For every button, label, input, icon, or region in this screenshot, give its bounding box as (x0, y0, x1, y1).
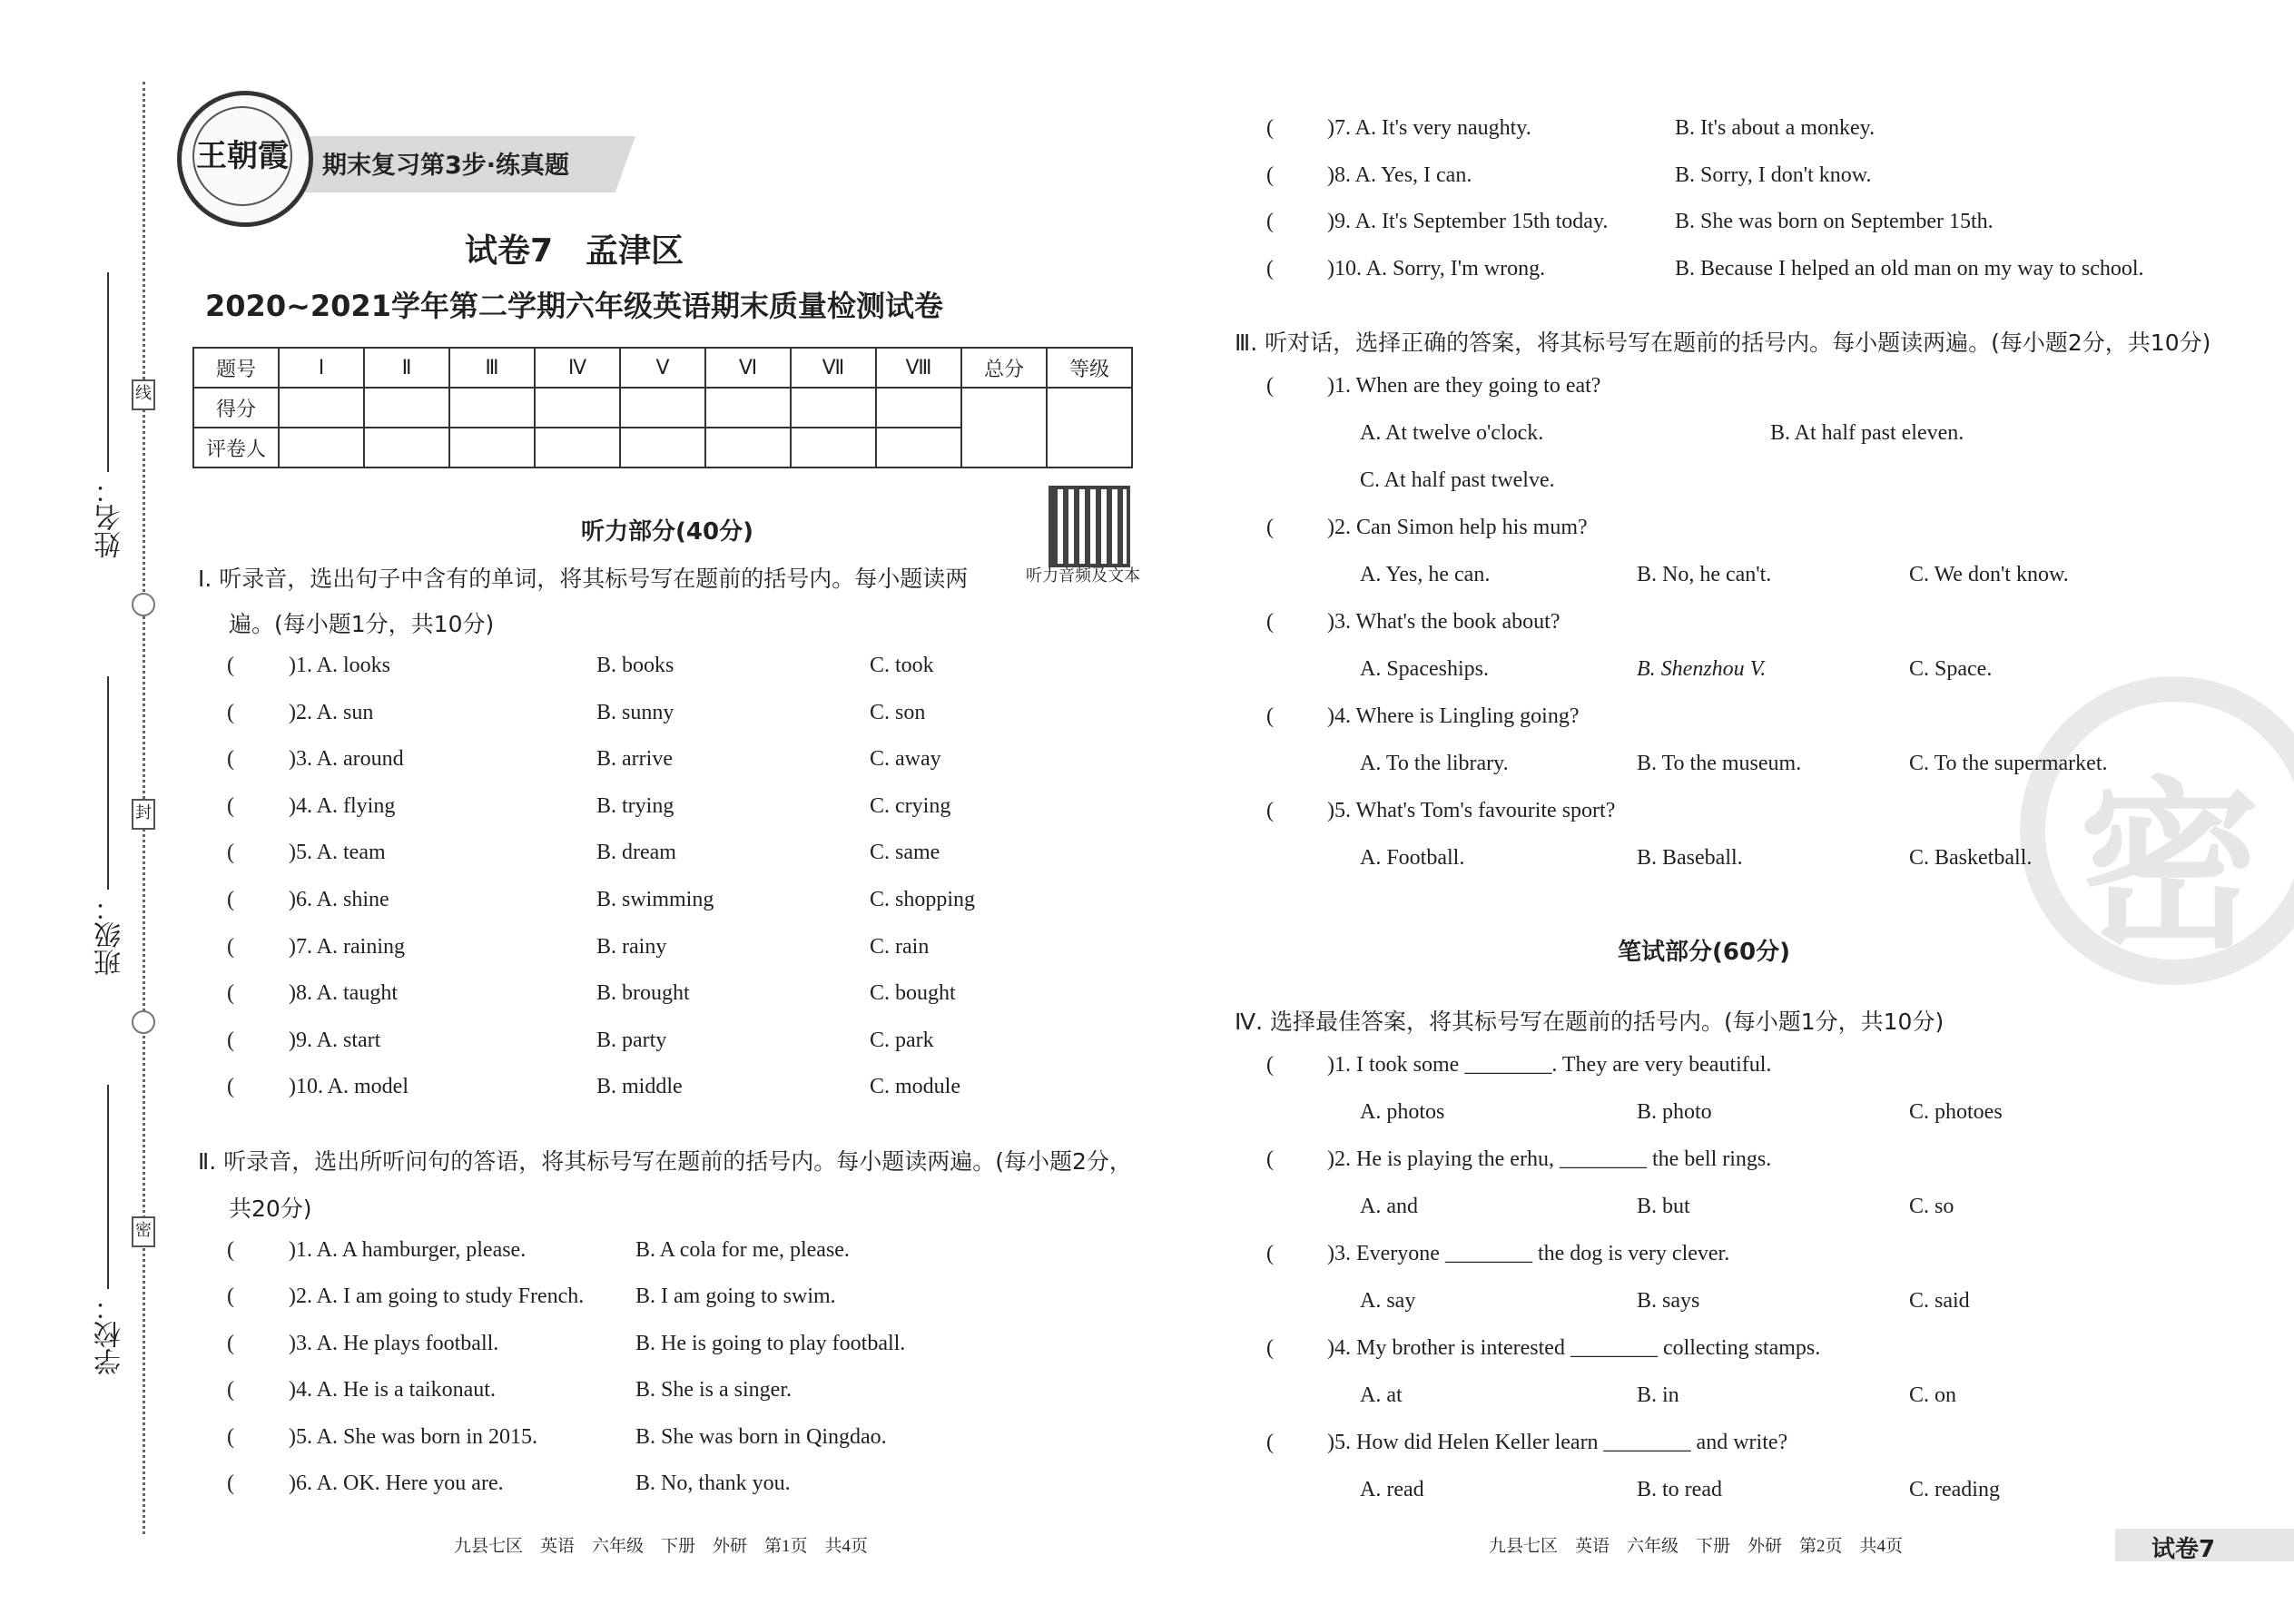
score-header: 题号 (193, 348, 279, 388)
option-a: )4. A. He is a taikonaut. (289, 1378, 496, 1403)
option-b: B. rainy (596, 934, 667, 959)
option-a: )8. A. taught (289, 981, 398, 1006)
option-b: B. arrive (596, 747, 673, 772)
score-table (192, 347, 1133, 468)
qr-caption: 听力音频及文本 (1026, 566, 1140, 586)
answer-paren[interactable]: ( (227, 934, 234, 959)
option-b: B. swimming (596, 888, 714, 911)
answer-paren[interactable]: ( (1266, 1431, 1274, 1454)
answer-paren[interactable]: ( (1266, 516, 1274, 539)
brand-logo (177, 91, 313, 227)
option-a: )8. A. Yes, I can. (1327, 162, 1472, 187)
section-3-instruction: Ⅲ. 听对话，选择正确的答案，将其标号写在题前的括号内。每小题读两遍。(每小题2分，共10分) (1235, 330, 2211, 356)
option-c: C. We don't know. (1909, 563, 2069, 586)
option-a: )9. A. It's September 15th today. (1327, 210, 1609, 234)
option-b: B. Sorry, I don't know. (1675, 162, 1872, 187)
option-b: B. To the museum. (1637, 752, 1802, 775)
binding-ring-1 (132, 593, 155, 616)
brand-logo-text: 王朝霞 (192, 106, 292, 206)
class-label: 班级： (94, 894, 126, 976)
question-text: )4. Where is Lingling going? (1327, 704, 1580, 728)
option-b: B. trying (596, 793, 674, 818)
option-a: )2. A. sun (289, 700, 374, 724)
answer-paren[interactable]: ( (1266, 1147, 1274, 1171)
score-cell[interactable] (449, 388, 535, 428)
option-c: C. crying (870, 793, 951, 818)
option-b: B. No, he can't. (1637, 563, 1772, 586)
score-header: Ⅴ (620, 348, 705, 388)
option-a: A. read (1360, 1478, 1424, 1501)
option-c: C. on (1909, 1383, 1957, 1407)
option-a: )1. A. A hamburger, please. (289, 1238, 527, 1262)
answer-paren[interactable]: ( (1266, 1336, 1274, 1360)
option-b: B. books (596, 654, 674, 677)
question-text: )2. Can Simon help his mum? (1327, 516, 1588, 539)
school-blank (107, 1085, 109, 1289)
answer-paren[interactable]: ( (227, 1331, 234, 1355)
section-2-instruction-cont: 共20分) (229, 1196, 312, 1222)
answer-paren[interactable]: ( (227, 747, 234, 772)
question-text: )5. How did Helen Keller learn ________ and write? (1327, 1431, 1788, 1454)
option-a: )3. A. around (289, 747, 404, 772)
option-b: B. He is going to play football. (635, 1331, 906, 1355)
seal-char-seal: 封 (132, 799, 155, 830)
score-cell[interactable] (535, 388, 620, 428)
option-b: B. Because I helped an old man on my way to school. (1675, 256, 2144, 281)
section-1-instruction: Ⅰ. 听录音，选出句子中含有的单词，将其标号写在题前的括号内。每小题读两 (198, 566, 969, 592)
question-text: )1. When are they going to eat? (1327, 374, 1601, 398)
option-b: B. brought (596, 981, 690, 1006)
answer-paren[interactable]: ( (227, 841, 234, 865)
option-b: B. middle (596, 1075, 683, 1099)
answer-paren[interactable]: ( (227, 1075, 234, 1099)
school-label: 学校： (94, 1294, 126, 1375)
answer-paren[interactable]: ( (1266, 1242, 1274, 1265)
answer-paren[interactable]: ( (1266, 1053, 1274, 1077)
option-b: B. She was born on September 15th. (1675, 210, 1994, 234)
score-cell[interactable] (279, 388, 364, 428)
score-cell[interactable] (705, 388, 791, 428)
answer-paren[interactable]: ( (227, 888, 234, 911)
option-a: A. Football. (1360, 846, 1465, 870)
option-a: )10. A. Sorry, I'm wrong. (1327, 256, 1546, 281)
option-c: C. son (870, 700, 926, 724)
answer-paren[interactable]: ( (1266, 116, 1274, 140)
answer-paren[interactable]: ( (227, 1471, 234, 1495)
score-cell[interactable] (876, 388, 961, 428)
option-a: A. at (1360, 1383, 1403, 1407)
answer-paren[interactable]: ( (1266, 704, 1274, 728)
option-c: C. At half past twelve. (1360, 468, 1555, 492)
exam-subtitle: 2020~2021学年第二学期六年级英语期末质量检测试卷 (205, 289, 943, 323)
option-c: C. same (870, 841, 940, 865)
option-a: )6. A. OK. Here you are. (289, 1471, 504, 1495)
answer-paren[interactable]: ( (227, 793, 234, 818)
grader-cell[interactable] (791, 428, 876, 468)
section-2-instruction: Ⅱ. 听录音，选出所听问句的答语，将其标号写在题前的括号内。每小题读两遍。(每小题2分， (198, 1148, 1132, 1175)
score-header: 等级 (1047, 348, 1132, 388)
grader-cell[interactable] (876, 428, 961, 468)
seal-char-line: 线 (132, 379, 155, 410)
option-c: C. Basketball. (1909, 846, 2033, 870)
binding-ring-2 (132, 1010, 155, 1034)
option-b: B. to read (1637, 1478, 1722, 1501)
score-header: Ⅶ (791, 348, 876, 388)
option-b: B. She is a singer. (635, 1378, 792, 1403)
question-text: )3. Everyone ________ the dog is very clever. (1327, 1242, 1730, 1265)
answer-paren[interactable]: ( (227, 1284, 234, 1309)
option-c: C. rain (870, 934, 930, 959)
option-b: B. It's about a monkey. (1675, 116, 1876, 140)
option-a: A. Spaceships. (1360, 657, 1489, 681)
score-header: Ⅵ (705, 348, 791, 388)
score-header: Ⅳ (535, 348, 620, 388)
question-text: )1. I took some ________. They are very beautiful. (1327, 1053, 1772, 1077)
option-a: A. To the library. (1360, 752, 1509, 775)
question-text: )4. My brother is interested ________ collecting stamps. (1327, 1336, 1821, 1360)
class-blank (107, 676, 109, 890)
option-a: )6. A. shine (289, 888, 389, 911)
answer-paren[interactable]: ( (227, 1028, 234, 1052)
option-a: A. and (1360, 1195, 1418, 1218)
grader-cell[interactable] (620, 428, 705, 468)
exam-tag: 试卷7 (2151, 1536, 2216, 1563)
score-header: Ⅷ (876, 348, 961, 388)
grader-row-label: 评卷人 (193, 428, 279, 468)
option-b: B. Shenzhou V. (1637, 657, 1767, 681)
question-text: )2. He is playing the erhu, ________ the bell rings. (1327, 1147, 1772, 1171)
grader-cell[interactable] (279, 428, 364, 468)
qr-code[interactable] (1049, 486, 1130, 567)
option-b: B. says (1637, 1289, 1700, 1313)
option-a: A. At twelve o'clock. (1360, 421, 1544, 445)
grader-cell[interactable] (364, 428, 449, 468)
score-header: Ⅰ (279, 348, 364, 388)
question-text: )5. What's Tom's favourite sport? (1327, 799, 1616, 822)
option-a: A. say (1360, 1289, 1416, 1313)
name-label: 姓名： (94, 477, 126, 558)
score-cell[interactable] (364, 388, 449, 428)
answer-paren[interactable]: ( (227, 1238, 234, 1262)
section-4-instruction: Ⅳ. 选择最佳答案，将其标号写在题前的括号内。(每小题1分，共10分) (1235, 1009, 1944, 1035)
footer-page-2: 九县七区 英语 六年级 下册 外研 第2页 共4页 (1489, 1537, 1904, 1556)
option-c: C. park (870, 1028, 934, 1052)
option-b: B. No, thank you. (635, 1471, 791, 1495)
option-a: )1. A. looks (289, 654, 391, 677)
grader-cell[interactable] (535, 428, 620, 468)
option-b: B. A cola for me, please. (635, 1238, 850, 1262)
option-a: A. photos (1360, 1100, 1445, 1124)
option-b: B. but (1637, 1195, 1690, 1218)
answer-paren[interactable]: ( (227, 981, 234, 1006)
option-b: B. At half past eleven. (1770, 421, 1964, 445)
total-cell[interactable] (961, 388, 1047, 468)
answer-paren[interactable]: ( (227, 1378, 234, 1403)
question-text: )3. What's the book about? (1327, 610, 1561, 634)
option-c: C. bought (870, 981, 956, 1006)
option-a: )7. A. raining (289, 934, 405, 959)
answer-paren[interactable]: ( (1266, 162, 1274, 187)
option-c: C. reading (1909, 1478, 2000, 1501)
answer-paren[interactable]: ( (1266, 799, 1274, 822)
option-c: C. away (870, 747, 941, 772)
option-c: C. said (1909, 1289, 1970, 1313)
option-c: C. so (1909, 1195, 1954, 1218)
footer-page-1: 九县七区 英语 六年级 下册 外研 第1页 共4页 (454, 1537, 869, 1556)
option-a: )5. A. team (289, 841, 386, 865)
seal-char-secret: 密 (132, 1216, 155, 1247)
watermark-char: 密 (2079, 762, 2261, 973)
answer-paren[interactable]: ( (1266, 610, 1274, 634)
grader-cell[interactable] (705, 428, 791, 468)
option-c: C. module (870, 1075, 960, 1099)
score-cell[interactable] (620, 388, 705, 428)
score-header: 总分 (961, 348, 1047, 388)
score-header: Ⅲ (449, 348, 535, 388)
answer-paren[interactable]: ( (1266, 374, 1274, 398)
section-1-instruction-cont: 遍。(每小题1分，共10分) (229, 611, 495, 637)
option-c: C. took (870, 654, 934, 677)
listening-title: 听力部分(40分) (581, 518, 753, 546)
option-c: C. Space. (1909, 657, 1993, 681)
score-cell[interactable] (791, 388, 876, 428)
option-b: B. party (596, 1028, 667, 1052)
option-a: A. Yes, he can. (1360, 563, 1491, 586)
option-a: )4. A. flying (289, 793, 396, 818)
option-b: B. in (1637, 1383, 1679, 1407)
answer-paren[interactable]: ( (1266, 210, 1274, 234)
grader-cell[interactable] (449, 428, 535, 468)
option-a: )9. A. start (289, 1028, 381, 1052)
score-row-label: 得分 (193, 388, 279, 428)
option-a: )5. A. She was born in 2015. (289, 1424, 537, 1449)
option-b: B. dream (596, 841, 676, 865)
option-c: C. To the supermarket. (1909, 752, 2108, 775)
grade-cell[interactable] (1047, 388, 1132, 468)
answer-paren[interactable]: ( (227, 700, 234, 724)
option-c: C. photoes (1909, 1100, 2003, 1124)
option-a: )7. A. It's very naughty. (1327, 116, 1531, 140)
option-b: B. I am going to swim. (635, 1284, 836, 1309)
option-b: B. sunny (596, 700, 674, 724)
answer-paren[interactable]: ( (227, 1424, 234, 1449)
answer-paren[interactable]: ( (227, 654, 234, 677)
option-b: B. Baseball. (1637, 846, 1743, 870)
option-a: )3. A. He plays football. (289, 1331, 499, 1355)
option-c: C. shopping (870, 888, 976, 911)
written-title: 笔试部分(60分) (1618, 939, 1790, 966)
answer-paren[interactable]: ( (1266, 256, 1274, 281)
option-a: )2. A. I am going to study French. (289, 1284, 585, 1309)
option-b: B. photo (1637, 1100, 1712, 1124)
option-b: B. She was born in Qingdao. (635, 1424, 887, 1449)
score-header: Ⅱ (364, 348, 449, 388)
exam-title: 试卷7 孟津区 (464, 232, 684, 270)
step-banner-text: 期末复习第3步·练真题 (322, 152, 570, 180)
option-a: )10. A. model (289, 1075, 409, 1099)
